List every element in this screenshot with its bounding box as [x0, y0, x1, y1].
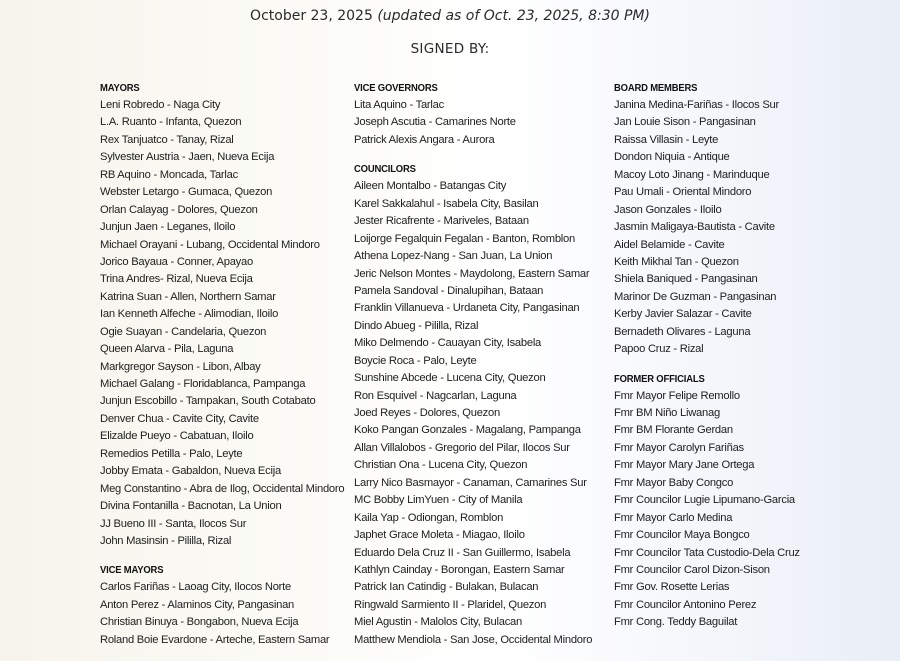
signatory-name: Meg Constantino - Abra de Ilog, Occidental Mindoro — [100, 482, 345, 495]
signatories-column-3 — [614, 80, 874, 644]
signatory-name: Larry Nico Basmayor - Canaman, Camarines Sur — [354, 476, 587, 489]
signatories-column-1 — [100, 80, 345, 661]
signatory-name: Anton Perez - Alaminos City, Pangasinan — [100, 598, 295, 611]
signatory-name: Athena Lopez-Nang - San Juan, La Union — [354, 250, 553, 263]
signatories-column-2 — [354, 80, 604, 661]
signatory-name: Jobby Emata - Gabaldon, Nueva Ecija — [100, 465, 281, 478]
signatory-name: Franklin Villanueva - Urdaneta City, Pangasinan — [354, 302, 580, 315]
signatory-name: Fmr Councilor Lugie Lipumano-Garcia — [614, 494, 795, 507]
signatory-name: Fmr BM Florante Gerdan — [614, 424, 733, 437]
signatory-name: Miko Delmendo - Cauayan City, Isabela — [354, 337, 542, 350]
signatory-name: Marinor De Guzman - Pangasinan — [614, 290, 777, 303]
section-heading: VICE GOVERNORS — [354, 82, 438, 94]
signatory-name: Boycie Roca - Palo, Leyte — [354, 354, 477, 367]
signatory-name: Ogie Suayan - Candelaria, Quezon — [100, 325, 267, 338]
signatory-name: Loijorge Fegalquin Fegalan - Banton, Romblon — [354, 232, 575, 245]
signatory-name: Webster Letargo - Gumaca, Quezon — [100, 186, 273, 199]
signatory-name: Ringwald Sarmiento II - Plaridel, Quezon — [354, 598, 547, 611]
signatory-name: Katrina Suan - Allen, Northern Samar — [100, 290, 276, 303]
signatory-list — [100, 97, 345, 550]
signatory-name: Bernadeth Olivares - Laguna — [614, 325, 751, 338]
signatory-name: Karel Sakkalahul - Isabela City, Basilan — [354, 197, 539, 210]
signatory-name: Christian Ona - Lucena City, Quezon — [354, 459, 528, 472]
signatory-name: Patrick Alexis Angara - Aurora — [354, 133, 495, 146]
signatory-name: Shiela Baniqued - Pangasinan — [614, 273, 758, 286]
signatory-name: L.A. Ruanto - Infanta, Quezon — [100, 116, 242, 129]
signatory-name: Joed Reyes - Dolores, Quezon — [354, 407, 500, 419]
signatory-name: Pamela Sandoval - Dinalupihan, Bataan — [354, 284, 544, 297]
signatory-name: Dindo Abueg - Pililla, Rizal — [354, 319, 479, 332]
section-heading: MAYORS — [100, 82, 140, 94]
signatory-name: Jason Gonzales - Iloilo — [614, 203, 722, 216]
signatory-name: Ian Kenneth Alfeche - Alimodian, Iloilo — [100, 308, 279, 321]
signatory-name: Christian Binuya - Bongabon, Nueva Ecija — [100, 616, 299, 629]
signatory-section — [614, 371, 874, 632]
signatory-name: Fmr BM Niño Liwanag — [614, 407, 720, 419]
signatory-list — [614, 97, 874, 359]
signatory-name: Fmr Councilor Maya Bongco — [614, 529, 750, 542]
signatory-name: Allan Villalobos - Gregorio del Pilar, Ilocos Sur — [354, 441, 570, 454]
signatory-name: Jester Ricafrente - Mariveles, Bataan — [354, 215, 529, 228]
signatory-name: Lita Aquino - Tarlac — [354, 99, 444, 111]
signatory-name: Junjun Jaen - Leganes, Iloilo — [100, 221, 236, 234]
signatory-name: Macoy Loto Jinang - Marinduque — [614, 168, 770, 181]
signatory-name: Matthew Mendiola - San Jose, Occidental Mindoro — [354, 633, 593, 646]
signatory-name: Sylvester Austria - Jaen, Nueva Ecija — [100, 151, 275, 164]
signatory-name: Fmr Mayor Carlo Medina — [614, 511, 733, 524]
signatory-name: Fmr Gov. Rosette Lerias — [614, 581, 730, 594]
section-heading: COUNCILORS — [354, 163, 416, 176]
signatory-section — [100, 80, 345, 550]
signatory-name: Kathlyn Cainday - Borongan, Eastern Samar — [354, 563, 565, 576]
signatory-name: Aileen Montalbo - Batangas City — [354, 180, 507, 193]
signatory-section — [354, 80, 604, 149]
signatory-name: Jan Louie Sison - Pangasinan — [614, 116, 756, 129]
signatory-name: Rex Tanjuatco - Tanay, Rizal — [100, 133, 234, 146]
signatory-list — [614, 388, 874, 632]
signatory-name: Junjun Escobillo - Tampakan, South Cotabato — [100, 395, 316, 408]
signatory-name: Fmr Councilor Carol Dizon-Sison — [614, 563, 770, 576]
date-line — [0, 8, 900, 24]
signatory-name: Kaila Yap - Odiongan, Romblon — [354, 511, 504, 524]
section-heading: BOARD MEMBERS — [614, 82, 698, 94]
signatory-name: JJ Bueno III - Santa, Ilocos Sur — [100, 517, 247, 530]
updated-note: (updated as of Oct. 23, 2025, 8:30 PM) — [377, 8, 650, 24]
signatory-name: Jeric Nelson Montes - Maydolong, Eastern Samar — [354, 267, 590, 280]
signatory-name: Raissa Villasin - Leyte — [614, 133, 719, 146]
signatory-name: Fmr Councilor Tata Custodio-Dela Cruz — [614, 546, 800, 559]
signatory-name: Jasmin Maligaya-Bautista - Cavite — [614, 221, 775, 234]
section-heading: FORMER OFFICIALS — [614, 372, 705, 385]
signatory-name: Janina Medina-Fariñas - Ilocos Sur — [614, 99, 779, 111]
signatory-list — [354, 97, 604, 149]
document-date: October 23, 2025 — [250, 8, 373, 24]
signatory-name: RB Aquino - Moncada, Tarlac — [100, 168, 238, 181]
signatory-name: Fmr Mayor Mary Jane Ortega — [614, 459, 755, 472]
signatory-name: Roland Boie Evardone - Arteche, Eastern Samar — [100, 633, 330, 646]
signatory-list — [354, 178, 604, 649]
signatory-name: Denver Chua - Cavite City, Cavite — [100, 412, 259, 425]
signatory-name: Eduardo Dela Cruz II - San Guillermo, Isabela — [354, 546, 571, 559]
signatory-section — [100, 562, 340, 649]
signatory-name: Ron Esquivel - Nagcarlan, Laguna — [354, 389, 517, 402]
signatory-name: MC Bobby LimYuen - City of Manila — [354, 494, 523, 507]
signatory-name: Queen Alarva - Pila, Laguna — [100, 343, 234, 356]
signatory-name: Divina Fontanilla - Bacnotan, La Union — [100, 500, 282, 513]
signatory-name: Miel Agustin - Malolos City, Bulacan — [354, 616, 522, 629]
signatory-name: Fmr Mayor Baby Congco — [614, 476, 734, 489]
signatory-name: Sunshine Abcede - Lucena City, Quezon — [354, 372, 546, 385]
signatory-name: Dondon Niquia - Antique — [614, 151, 730, 164]
signatory-name: Leni Robredo - Naga City — [100, 99, 221, 111]
signatory-name: Japhet Grace Moleta - Miagao, Iloilo — [354, 529, 525, 542]
signatory-name: Fmr Councilor Antonino Perez — [614, 598, 757, 611]
signatory-name: Michael Orayani - Lubang, Occidental Mindoro — [100, 238, 320, 251]
signatory-name: Trina Andres- Rizal, Nueva Ecija — [100, 273, 253, 286]
signatory-name: Keith Mikhal Tan - Quezon — [614, 255, 739, 268]
section-heading: VICE MAYORS — [100, 564, 164, 577]
signatory-name: Patrick Ian Catindig - Bulakan, Bulacan — [354, 581, 539, 594]
signatory-name: Aidel Belamide - Cavite — [614, 238, 725, 251]
signatory-list — [100, 579, 340, 649]
signatory-name: Fmr Mayor Felipe Remollo — [614, 389, 740, 402]
signatory-name: Koko Pangan Gonzales - Magalang, Pampanga — [354, 424, 581, 437]
signatory-name: Fmr Mayor Carolyn Fariñas — [614, 441, 744, 454]
signatory-name: Fmr Cong. Teddy Baguilat — [614, 616, 738, 629]
signed-by-label: SIGNED BY: — [410, 41, 490, 57]
signatory-name: Michael Galang - Floridablanca, Pampanga — [100, 378, 306, 390]
signatory-name: Remedios Petilla - Palo, Leyte — [100, 447, 243, 460]
signatory-name: John Masinsin - Pililla, Rizal — [100, 534, 232, 547]
signatory-name: Pau Umali - Oriental Mindoro — [614, 186, 752, 199]
signatory-name: Elizalde Pueyo - Cabatuan, Iloilo — [100, 430, 254, 443]
signatory-name: Joseph Ascutia - Camarines Norte — [354, 116, 516, 129]
signatory-name: Jorico Bayaua - Conner, Apayao — [100, 255, 253, 268]
signatory-name: Kerby Javier Salazar - Cavite — [614, 308, 752, 321]
signatory-name: Carlos Fariñas - Laoag City, Ilocos Norte — [100, 581, 291, 594]
signatory-section — [614, 80, 874, 359]
signatory-section — [354, 161, 604, 649]
signatory-name: Orlan Calayag - Dolores, Quezon — [100, 203, 258, 216]
signatory-name: Papoo Cruz - Rizal — [614, 343, 704, 356]
signatory-name: Markgregor Sayson - Libon, Albay — [100, 360, 261, 373]
